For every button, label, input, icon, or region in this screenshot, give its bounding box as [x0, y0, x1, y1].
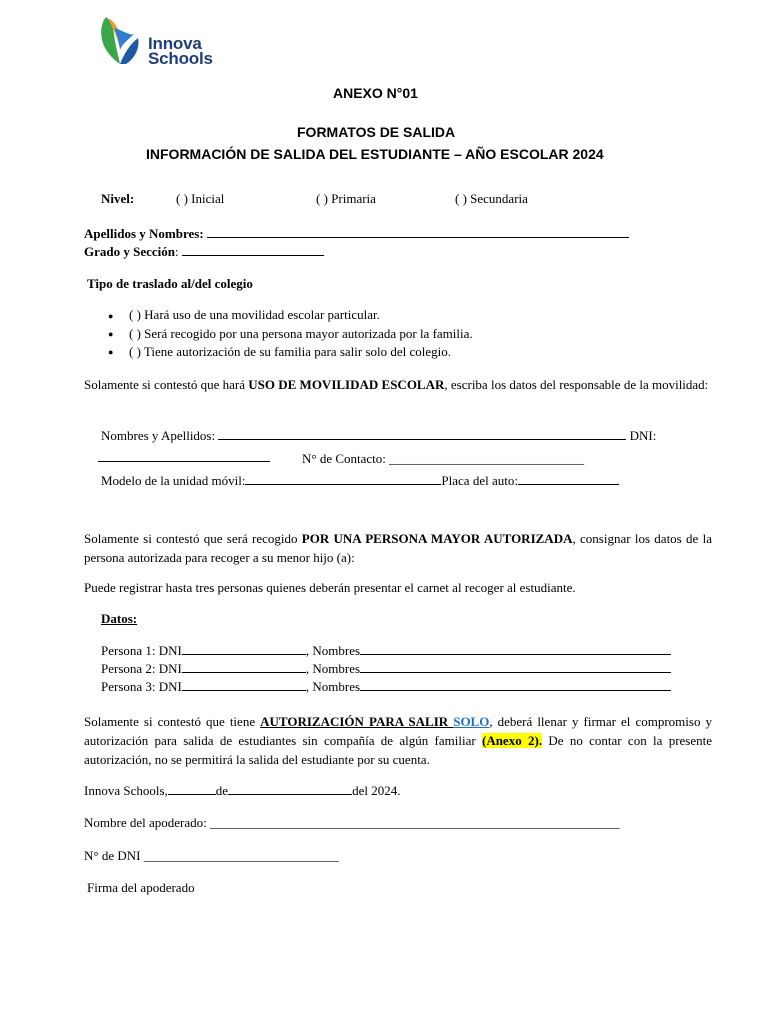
data-section-label: Datos: [101, 611, 138, 626]
person-3-names-label: , Nombres [305, 679, 361, 694]
person-row-2 [101, 660, 671, 677]
mobility-names-line[interactable] [218, 427, 626, 440]
person-3-names-line[interactable] [360, 678, 671, 691]
bullet-icon: ● [108, 311, 114, 321]
authorized-intro-text-end: , consignar los datos de la persona autorizada para recoger a su menor hijo (a): [84, 531, 712, 565]
mobility-contact-field[interactable]: N° de Contacto: ______________________________ [302, 451, 585, 466]
student-grade-line[interactable] [182, 243, 324, 256]
annex-title: ANEXO N°01 [333, 85, 418, 101]
person-2-dni-label: Persona 2: DNI [101, 661, 182, 676]
month-line[interactable] [228, 782, 352, 795]
annex-2-reference: (Anexo 2). [481, 733, 543, 748]
student-names-line[interactable] [207, 225, 629, 238]
student-grade-label: Grado y Sección [84, 244, 175, 259]
alone-intro-emphasis: AUTORIZACIÓN PARA SALIR [260, 714, 454, 729]
student-names-label: Apellidos y Nombres: [84, 226, 204, 241]
transfer-type-title: Tipo de traslado al/del colegio [87, 276, 253, 291]
person-2-dni-line[interactable] [182, 660, 306, 673]
transfer-option-mobility[interactable]: ( ) Hará uso de una movilidad escolar particular. [129, 307, 380, 322]
alone-intro-text-end: De no contar con la presente autorización, no se permitirá la salida del estudiante por su cuenta. [84, 733, 712, 767]
year-label: del 2024. [352, 783, 401, 798]
innova-logo-icon [98, 14, 148, 66]
person-2-names-line[interactable] [360, 660, 671, 673]
vehicle-model-line[interactable] [245, 472, 441, 485]
level-label: Nivel: [101, 191, 135, 206]
document-subtitle: INFORMACIÓN DE SALIDA DEL ESTUDIANTE – AÑO ESCOLAR 2024 [146, 146, 604, 162]
bullet-icon: ● [108, 329, 114, 339]
mobility-vehicle-field [101, 472, 619, 489]
guardian-signature-label: Firma del apoderado [87, 880, 195, 895]
guardian-dni-field[interactable]: N° de DNI ______________________________ [84, 848, 339, 863]
vehicle-plate-label: Placa del auto: [441, 473, 518, 488]
mobility-intro-text: Solamente si contestó que hará [84, 377, 249, 392]
mobility-names-field [101, 427, 656, 444]
mobility-dni-label: DNI: [629, 428, 657, 443]
logo-text-innova: Innova [148, 34, 202, 53]
student-grade-field: Grado y Sección: [84, 243, 324, 260]
logo [98, 14, 228, 70]
person-3-dni-label: Persona 3: DNI [101, 679, 182, 694]
person-2-names-label: , Nombres [305, 661, 361, 676]
mobility-dni-line[interactable] [98, 460, 270, 462]
authorized-instructions [84, 529, 712, 567]
bullet-icon: ● [108, 347, 114, 357]
authorized-intro-text: Solamente si contestó que será recogido [84, 531, 302, 546]
document-title: FORMATOS DE SALIDA [297, 124, 456, 140]
alone-intro-text: Solamente si contestó que tiene [84, 714, 261, 729]
alone-intro-text-mid: , deberá llenar y firmar el compromiso y autorización para salida de estudiantes sin compañía de algún familiar [84, 714, 713, 748]
person-1-names-label: , Nombres [305, 643, 361, 658]
person-1-names-line[interactable] [360, 642, 671, 655]
vehicle-plate-line[interactable] [518, 472, 619, 485]
student-names-field [84, 225, 629, 242]
transfer-option-authorized-person[interactable]: ( ) Será recogido por una persona mayor autorizada por la familia. [129, 326, 473, 341]
person-1-dni-line[interactable] [182, 642, 306, 655]
day-line[interactable] [168, 782, 216, 795]
transfer-option-alone[interactable]: ( ) Tiene autorización de su familia para salir solo del colegio. [129, 344, 452, 359]
level-option-secundaria[interactable]: ( ) Secundaria [455, 191, 528, 206]
alone-instructions [84, 712, 712, 769]
authorized-note: Puede registrar hasta tres personas quienes deberán presentar el carnet al recoger al estudiante. [84, 580, 576, 595]
vehicle-model-label: Modelo de la unidad móvil: [101, 473, 246, 488]
mobility-names-label: Nombres y Apellidos: [101, 428, 216, 443]
date-field [84, 782, 400, 799]
person-row-1 [101, 642, 671, 659]
place-label: Innova Schools, [84, 783, 168, 798]
level-option-primaria[interactable]: ( ) Primaria [316, 191, 376, 206]
logo-text-schools: Schools [148, 49, 213, 68]
person-1-dni-label: Persona 1: DNI [101, 643, 182, 658]
level-option-inicial[interactable]: ( ) Inicial [176, 191, 225, 206]
mobility-instructions [84, 375, 712, 394]
mobility-intro-text-end: , escriba los datos del responsable de la movilidad: [444, 377, 709, 392]
alone-intro-solo: SOLO [453, 714, 490, 729]
authorized-intro-emphasis: POR UNA PERSONA MAYOR AUTORIZADA [301, 531, 573, 546]
mobility-intro-emphasis: USO DE MOVILIDAD ESCOLAR [248, 377, 445, 392]
de-label: de [215, 783, 229, 798]
guardian-name-field[interactable]: Nombre del apoderado: _______________________________________________________________ [84, 815, 620, 830]
person-3-dni-line[interactable] [182, 678, 306, 691]
person-row-3 [101, 678, 671, 695]
